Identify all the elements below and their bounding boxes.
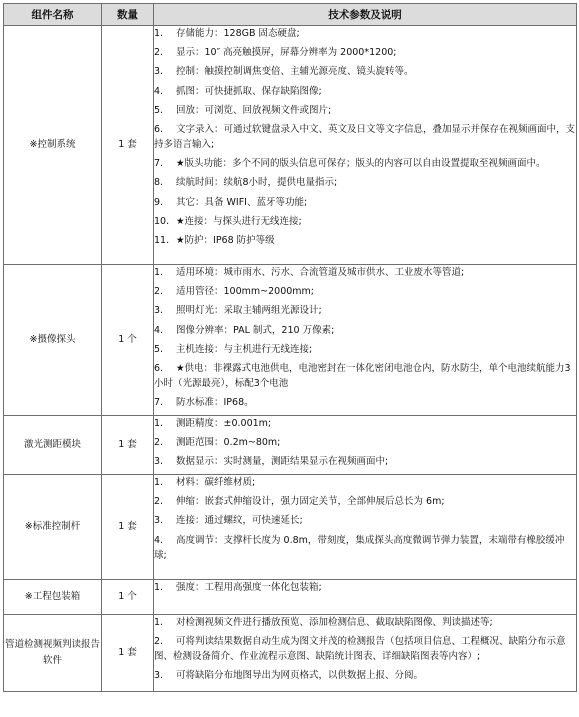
param-number: 2. [154, 286, 164, 298]
param-text: 续航时间：续航8小时，提供电量指示; [176, 177, 338, 189]
spec-table-container [3, 3, 576, 692]
param-item [154, 323, 576, 338]
table-row [4, 26, 577, 265]
param-item [154, 435, 576, 450]
component-params [154, 615, 577, 692]
param-number: 5. [154, 343, 164, 355]
param-number: 3. [154, 66, 164, 78]
param-number: 3. [154, 456, 164, 468]
param-text: 材料：碳纤维材质; [176, 477, 256, 488]
param-number: 2. [154, 437, 164, 449]
param-number: 3. [154, 515, 164, 527]
table-row [4, 416, 577, 475]
param-text: 测距范围：0.2m~80m; [176, 437, 281, 449]
param-text: 主机连接：与主机进行无线连接; [176, 343, 313, 355]
param-number: 5. [154, 104, 164, 116]
param-number: 4. [154, 85, 164, 97]
param-text: ★版头功能：多个不同的版头信息可保存；版头的内容可以自由设置提取至视频画面中。 [176, 158, 546, 170]
param-number: 11. [154, 234, 170, 246]
param-text: 测距精度：±0.001m; [176, 418, 272, 429]
component-params [154, 26, 577, 265]
spec-table [3, 3, 577, 692]
component-params [154, 416, 577, 475]
param-item [154, 103, 576, 118]
param-item [154, 342, 576, 357]
component-params [154, 265, 577, 416]
component-quantity: 1 个 [102, 265, 154, 416]
component-name: ※标准控制杆 [4, 475, 102, 580]
component-params [154, 475, 577, 580]
component-name: 激光测距模块 [4, 416, 102, 475]
param-number: 3. [154, 670, 164, 682]
component-quantity: 1 套 [102, 475, 154, 580]
param-number: 2. [154, 47, 164, 59]
param-text: 抓图：可快捷抓取、保存缺陷图像; [176, 85, 322, 97]
param-number: 6. [154, 362, 164, 374]
component-name: ※摄像探头 [4, 265, 102, 416]
component-name: 管道检测视频判读报告软件 [4, 615, 102, 692]
param-number: 6. [154, 123, 164, 135]
param-number: 3. [154, 305, 164, 317]
param-text: 存储能力：128GB 固态硬盘; [176, 28, 300, 39]
param-item [154, 615, 576, 630]
param-item [154, 454, 576, 469]
param-item [154, 361, 576, 391]
param-item [154, 494, 576, 509]
param-item [154, 580, 576, 595]
param-number: 1. [154, 477, 164, 488]
param-number: 2. [154, 636, 164, 648]
param-text: 连接：通过螺纹，可快速延长; [176, 515, 303, 527]
param-item [154, 668, 576, 683]
param-item [154, 122, 576, 152]
param-text: 照明灯光：采取主辅两组光源设计; [176, 305, 322, 317]
param-number: 1. [154, 28, 164, 39]
param-item [154, 634, 576, 664]
param-number: 8. [154, 177, 164, 189]
param-text: 显示：10″ 高亮触摸屏，屏幕分辨率为 2000*1200; [176, 47, 397, 59]
param-number: 7. [154, 397, 164, 409]
param-item [154, 26, 576, 41]
param-text: 图像分辨率：PAL 制式，210 万像素; [176, 324, 335, 336]
param-text: ★防护：IP68 防护等级 [176, 234, 275, 246]
table-row [4, 475, 577, 580]
param-number: 9. [154, 196, 164, 208]
component-quantity: 1 个 [102, 580, 154, 615]
param-item [154, 233, 576, 248]
param-number: 4. [154, 534, 164, 546]
param-item [154, 45, 576, 60]
param-number: 1. [154, 582, 164, 593]
header-quantity: 数量 [102, 4, 154, 26]
param-item [154, 214, 576, 229]
param-item [154, 195, 576, 210]
param-item [154, 475, 576, 490]
param-item [154, 175, 576, 190]
param-item [154, 265, 576, 280]
param-item [154, 64, 576, 79]
param-text: 对检测视频文件进行播放预览、添加检测信息、截取缺陷图像、判读描述等; [176, 617, 493, 628]
param-text: 适用环境：城市雨水、污水、合流管道及城市供水、工业废水等管道; [176, 267, 465, 278]
param-text: 适用管径：100mm~2000mm; [176, 286, 314, 298]
param-number: 1. [154, 617, 164, 628]
param-number: 10. [154, 215, 170, 227]
param-text: 控制：触摸控制调焦变倍、主辅光源亮度、镜头旋转等。 [176, 66, 414, 78]
param-number: 7. [154, 158, 164, 170]
param-item [154, 303, 576, 318]
param-number: 1. [154, 418, 164, 429]
param-text: 数据显示：实时测量，测距结果显示在视频画面中; [176, 456, 389, 468]
param-item [154, 395, 576, 410]
param-number: 2. [154, 496, 164, 508]
param-number: 1. [154, 267, 164, 278]
param-item [154, 156, 576, 171]
param-item [154, 533, 576, 563]
component-quantity: 1 套 [102, 26, 154, 265]
param-text: 防水标准：IP68。 [176, 397, 254, 409]
param-item [154, 84, 576, 99]
header-technical-params: 技术参数及说明 [154, 4, 577, 26]
param-text: 回放：可浏览、回放视频文件或图片; [176, 104, 332, 116]
header-component-name: 组件名称 [4, 4, 102, 26]
table-row [4, 265, 577, 416]
param-item [154, 513, 576, 528]
param-item [154, 416, 576, 431]
param-text: 文字录入：可通过软键盘录入中文、英文及日文等文字信息，叠加显示并保存在视频画面中，支持多语言输入; [154, 123, 576, 150]
component-name: ※工程包装箱 [4, 580, 102, 615]
param-item [154, 284, 576, 299]
param-text: 可将判读结果数据自动生成为图文并茂的检测报告（包括项目信息、工程概况、缺陷分布示意图、检测设备简介、作业流程示意图、缺陷统计图表、详细缺陷图表等内容）; [154, 636, 566, 663]
table-row [4, 615, 577, 692]
param-text: ★供电：非裸露式电池供电，电池密封在一体化密闭电池仓内，防水防尘，单个电池续航能力3小时（光源最亮），标配3个电池 [154, 362, 571, 389]
param-text: 其它：具备 WIFI、蓝牙等功能; [176, 196, 308, 208]
component-quantity: 1 套 [102, 615, 154, 692]
param-number: 4. [154, 324, 164, 336]
param-text: 伸缩：嵌套式伸缩设计，强力固定关节，全部伸展后总长为 6m; [176, 496, 445, 508]
header-row [4, 4, 577, 26]
param-text: ★连接：与探头进行无线连接; [176, 215, 302, 227]
component-quantity: 1 套 [102, 416, 154, 475]
param-text: 高度调节：支撑杆长度为 0.8m，带刻度，集成探头高度微调节弹力装置，末端带有橡胶缓冲球; [154, 534, 565, 561]
table-row [4, 580, 577, 615]
component-name: ※控制系统 [4, 26, 102, 265]
param-text: 可将缺陷分布地图导出为网页格式，以供数据上报、分阅。 [176, 670, 424, 682]
param-text: 强度：工程用高强度一体化包装箱; [176, 582, 322, 593]
component-params [154, 580, 577, 615]
